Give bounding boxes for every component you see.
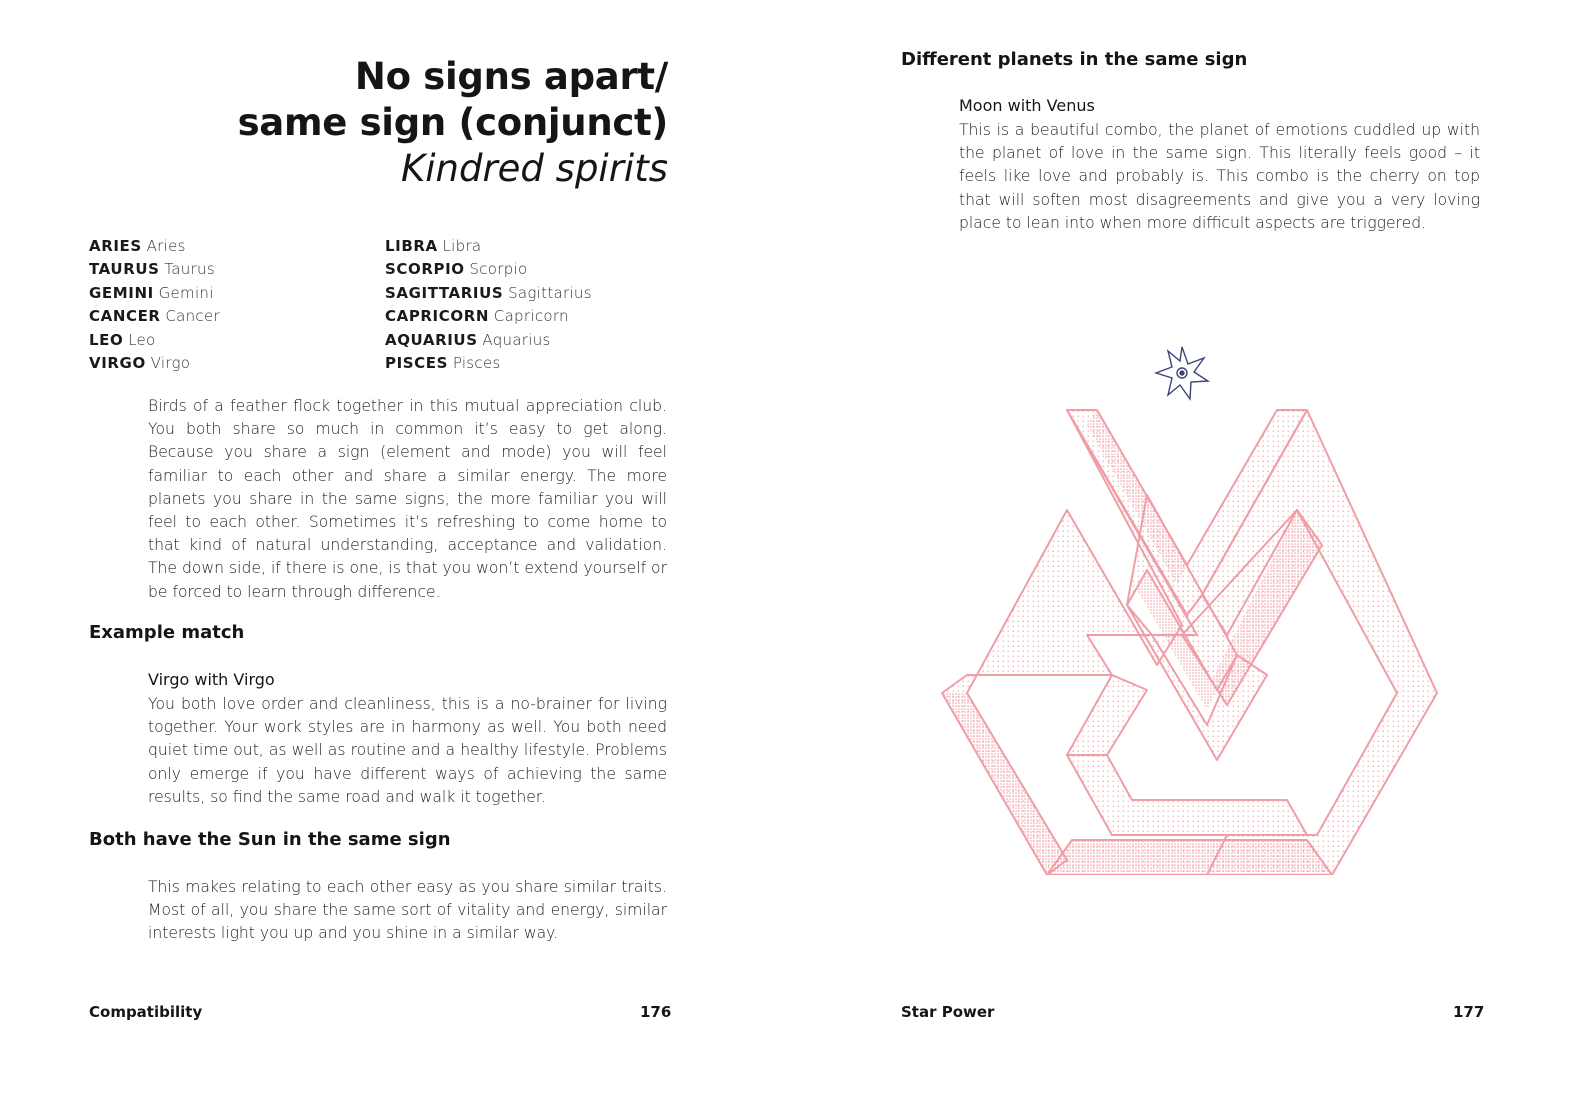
page-subtitle: Kindred spirits [400, 147, 668, 190]
sign-upper: VIRGO [89, 354, 146, 373]
sign-upper: SCORPIO [385, 260, 465, 279]
sign-partner: Cancer [165, 307, 220, 326]
example-subhead: Virgo with Virgo [148, 670, 275, 689]
planets-heading: Different planets in the same sign [901, 49, 1248, 70]
sign-partner: Taurus [164, 260, 215, 279]
signs-column-1 [89, 235, 220, 375]
right-page [797, 0, 1595, 1093]
sign-upper: GEMINI [89, 283, 154, 302]
sign-upper: CANCER [89, 307, 161, 326]
sign-upper: LIBRA [385, 237, 438, 255]
sign-row [385, 329, 592, 352]
sign-row [385, 352, 592, 375]
sign-upper: CAPRICORN [385, 307, 490, 326]
page-number: 176 [640, 1003, 672, 1021]
moon-venus-subhead: Moon with Venus [959, 96, 1095, 115]
star-icon [1156, 347, 1208, 399]
sign-partner: Aquarius [482, 330, 551, 349]
sign-row [385, 282, 592, 305]
sign-row [89, 329, 220, 352]
left-page [0, 0, 797, 1093]
sign-upper: SAGITTARIUS [385, 283, 504, 302]
example-paragraph: You both love order and cleanliness, this is a no-brainer for living together. Your work styles are in harmony as well. You both need quiet time out, as well as routine and a healthy lifestyle. Problems only emerge if you have different ways of achieving the same results, so find the same road and walk it together. [148, 695, 667, 806]
sign-upper: PISCES [385, 354, 449, 373]
sign-row [89, 352, 220, 375]
sign-upper: ARIES [89, 237, 142, 255]
sign-partner: Pisces [452, 354, 501, 373]
sign-row [89, 305, 220, 328]
sign-row [89, 258, 220, 281]
sign-partner: Virgo [150, 354, 191, 373]
sign-partner: Sagittarius [508, 283, 592, 302]
signs-column-2 [385, 235, 592, 375]
sign-partner: Gemini [158, 283, 214, 302]
sign-partner: Libra [442, 237, 482, 255]
sign-partner: Scorpio [469, 260, 528, 279]
sign-upper: LEO [89, 330, 124, 349]
sign-row [385, 235, 592, 258]
footer-title: Star Power [901, 1003, 995, 1021]
sun-paragraph: This makes relating to each other easy as you share similar traits. Most of all, you share the same sort of vitality and energy, similar interests light you up and you shine in a similar way. [148, 878, 667, 943]
triangle-knot-illustration [937, 345, 1447, 875]
page-title-line1: No signs apart/ [354, 55, 668, 98]
page-number: 177 [1453, 1003, 1485, 1021]
sign-row [385, 258, 592, 281]
title-block [0, 54, 668, 192]
intro-paragraph: Birds of a feather flock together in this mutual appreciation club. You both share so much in common it’s easy to get along. Because you share a sign (element and mode) you will feel familiar to each other and share a similar energy. The more planets you share in the same signs, the more familiar you will feel to each other. Sometimes it’s refreshing to come home to that kind of natural understanding, acceptance and validation. The down side, if there is one, is that you won’t extend yourself or be forced to learn through difference. [148, 397, 667, 601]
sign-partner: Leo [128, 330, 156, 349]
page-title-line2: same sign (conjunct) [237, 101, 668, 144]
sign-row [89, 282, 220, 305]
sign-upper: AQUARIUS [385, 330, 478, 349]
sun-heading: Both have the Sun in the same sign [89, 829, 451, 850]
sign-row [385, 305, 592, 328]
moon-venus-paragraph: This is a beautiful combo, the planet of emotions cuddled up with the planet of love in the same sign. This literally feels good – it feels like love and probably is. This combo is the cherry on top that will soften most disagreements and give you a very loving place to lean into when more difficult aspects are triggered. [959, 121, 1480, 232]
sign-row [89, 235, 220, 258]
footer-title: Compatibility [89, 1003, 203, 1021]
sign-upper: TAURUS [89, 260, 160, 279]
example-heading: Example match [89, 622, 245, 643]
sign-partner: Capricorn [493, 307, 569, 326]
sign-partner: Aries [146, 237, 186, 255]
